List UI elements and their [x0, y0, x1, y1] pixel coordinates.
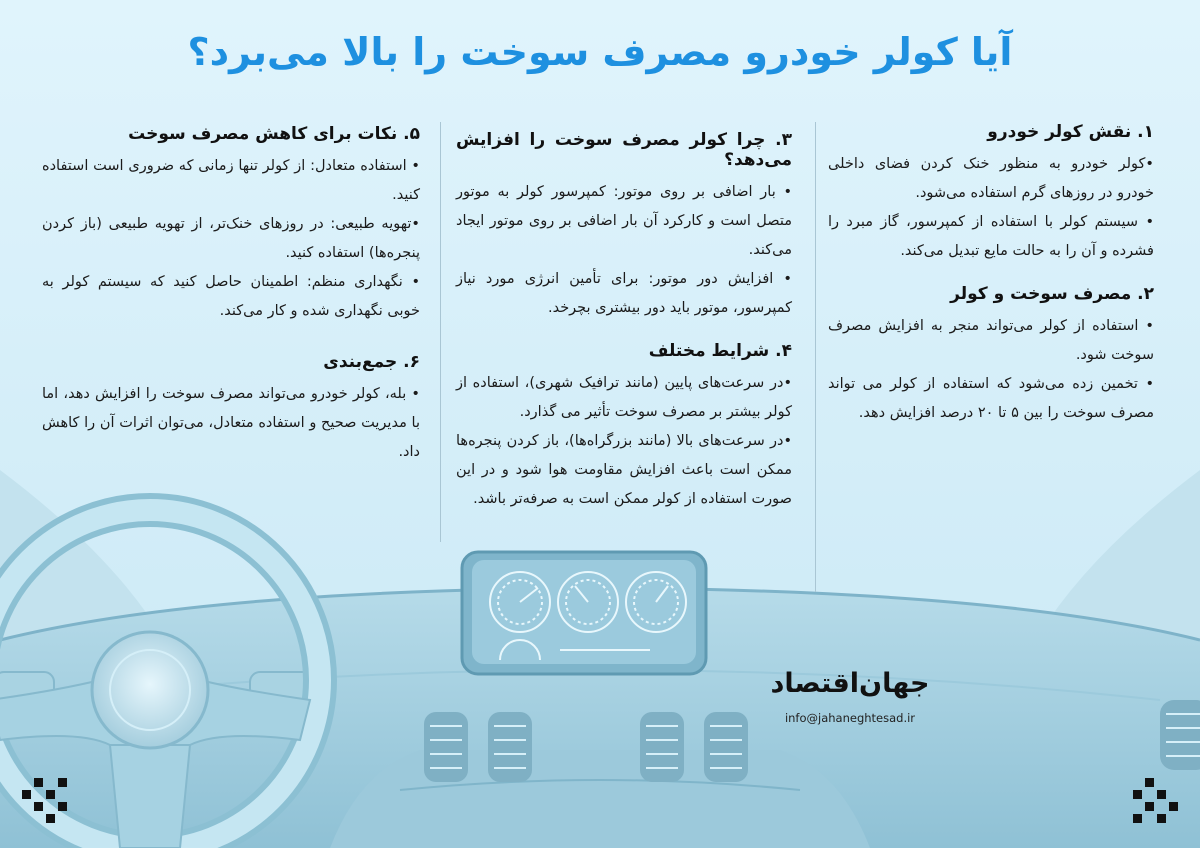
section-conditions: [456, 341, 792, 514]
section-item: • سیستم کولر با استفاده از کمپرسور، گاز مبرد را فشرده و آن را به حالت مایع تبدیل می‌کند.: [828, 214, 1154, 259]
section-item: • افزایش دور موتور: برای تأمین انرژی مورد نیاز کمپرسور، موتور باید دور بیشتری بچرخد.: [456, 271, 792, 316]
section-item: • نگهداری منظم: اطمینان حاصل کنید که سیستم کولر به خوبی نگهداری شده و کار می‌کند.: [42, 274, 420, 319]
section-ac-role: [828, 122, 1154, 266]
section-why-increase: [456, 130, 792, 323]
section-heading: ۳. چرا کولر مصرف سوخت را افزایش می‌دهد؟: [456, 130, 792, 170]
section-item: • استفاده از کولر می‌تواند منجر به افزایش مصرف سوخت شود.: [828, 318, 1154, 363]
section-heading: ۲. مصرف سوخت و کولر: [950, 284, 1154, 304]
section-fuel-and-ac: [828, 284, 1154, 428]
section-summary: [42, 352, 420, 467]
section-item: •در سرعت‌های پایین (مانند ترافیک شهری)، استفاده از کولر بیشتر بر مصرف سوخت تأثیر می گذارد.: [456, 375, 792, 420]
section-heading: ۴. شرایط مختلف: [648, 341, 792, 361]
section-item: • استفاده متعادل: از کولر تنها زمانی که ضروری است استفاده کنید.: [42, 158, 420, 203]
section-heading: ۶. جمع‌بندی: [323, 352, 420, 372]
column-divider: [440, 122, 441, 542]
section-item: •در سرعت‌های بالا (مانند بزرگراه‌ها)، باز کردن پنجره‌ها ممکن است باعث افزایش مقاومت هوا شود و در این صورت استفاده از کولر ممکن است به صرفه‌تر باشد.: [456, 433, 792, 507]
column-divider: [815, 122, 816, 592]
brand-logo: جهان‌اقتصاد: [770, 668, 930, 699]
brand-email: info@jahaneghtesad.ir: [784, 711, 916, 725]
column-right: [828, 122, 1154, 446]
section-item: •تهویه طبیعی: در روزهای خنک‌تر، از تهویه طبیعی (باز کردن پنجره‌ها) استفاده کنید.: [42, 216, 420, 261]
section-item: • بله، کولر خودرو می‌تواند مصرف سوخت را افزایش دهد، اما با مدیریت صحیح و استفاده متعادل، می‌توان اثرات آن را کاهش داد.: [42, 386, 420, 460]
section-item: •کولر خودرو به منظور خنک کردن فضای داخلی خودرو در روزهای گرم استفاده می‌شود.: [828, 156, 1154, 201]
column-middle: [456, 130, 792, 532]
section-tips: [42, 124, 420, 326]
section-item: • تخمین زده می‌شود که استفاده از کولر می تواند مصرف سوخت را بین ۵ تا ۲۰ درصد افزایش دهد.: [828, 376, 1154, 421]
page-title: آیا کولر خودرو مصرف سوخت را بالا می‌برد؟: [187, 30, 1013, 74]
section-heading: ۱. نقش کولر خودرو: [987, 122, 1154, 142]
section-item: • بار اضافی بر روی موتور: کمپرسور کولر به موتور متصل است و کارکرد آن بار اضافی بر روی موتور ایجاد می‌کند.: [456, 184, 792, 258]
column-left: [42, 124, 420, 493]
section-heading: ۵. نکات برای کاهش مصرف سوخت: [128, 124, 420, 144]
